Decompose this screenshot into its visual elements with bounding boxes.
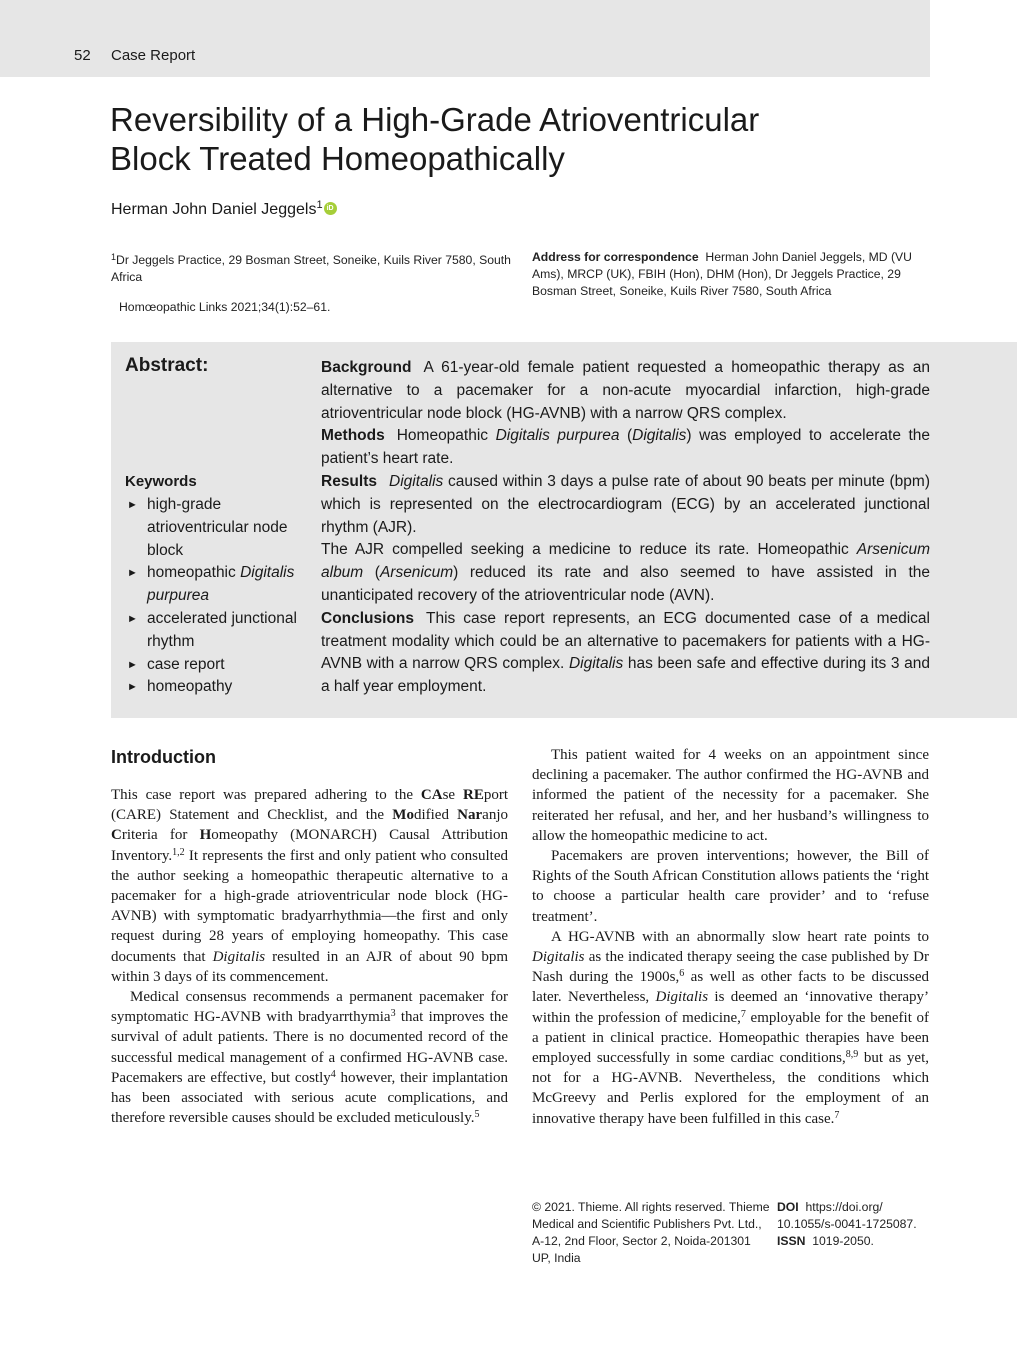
right-column [532,745,929,1129]
right-paragraph-1: This patient waited for 4 weeks on an appointment since declining a pacemaker. The author confirmed the HG-AVNB and informed the patient of the necessity for a pacemaker. She reiterated her refusal, and her, and her husband’s willingness to allow the homeopathic medicine to act. [532,747,929,844]
body-text: This case report was prepared adhering to the [111,787,421,803]
body-text: as the indicated therapy seeing the case published by Dr Nash during the 1900s, [532,949,929,986]
acronym-bold: Nar [457,807,483,824]
methods-text: ( [619,427,633,445]
methods-text: Homeopathic [396,427,496,445]
body-text: omeopathy (MONARCH) Causal Attribution Inventory. [111,827,508,864]
body-italic: Digitalis [655,989,709,1006]
right-paragraph-3 [532,927,929,1129]
body-text: se [442,787,463,803]
affiliation-sup: 1 [111,252,117,262]
body-text: It represents the first and only patient who consulted the author seeking a homeopathic therapeutic alternative to a pacemaker for a high-grade atrioventricular node block (HG-AVNB) with symptomatic bradyarrhythmia—the first and only request during 28 years of employing homeopathy. This case documents that [111,847,508,965]
body-text: is deemed an ‘innovative therapy’ within the profession of medicine, [532,989,929,1026]
correspondence-label: Address for correspondence [532,250,699,264]
abstract-results-2 [321,539,930,607]
methods-italic: Digitalis purpurea [495,427,620,445]
conclusions-italic: Digitalis [568,655,624,673]
section-label: Case Report [111,47,196,64]
doi-link[interactable]: https://doi.org/ 10.1055/s-0041-1725087. [777,1200,917,1231]
citation-sup[interactable]: 7 [834,1109,840,1121]
intro-paragraph-2 [111,987,508,1128]
doi-label: DOI [777,1200,799,1214]
arrow-icon: ► [127,612,138,625]
keyword-text: homeopathic [147,564,241,582]
conclusions-text: has been safe and effective during its 3 and a half year employment. [321,655,930,696]
body-text: A HG-AVNB with an abnormally slow heart rate points to [551,928,929,945]
body-text: port (CARE) Statement and Checklist, and the [111,787,508,824]
body-italic: Digitalis [212,948,266,965]
author-name: Herman John Daniel Jeggels [111,201,317,218]
results-text: The AJR compelled seeking a medicine to reduce its rate. Homeopathic [321,541,857,559]
citation-sup[interactable]: 1,2 [172,846,185,858]
journal-reference: Homœopathic Links 2021;34(1):52–61. [119,300,331,314]
body-text: Medical consensus recommends a permanent pacemaker for symptomatic HG-AVNB with bradyarrthymia [111,989,508,1026]
keyword-item [125,608,310,654]
arrow-icon: ► [127,658,138,671]
affiliation [111,249,511,286]
left-column [111,785,508,1128]
keyword-item [125,654,310,677]
keyword-item [125,562,310,608]
citation-sup[interactable]: 3 [390,1008,396,1020]
page-number: 52 [74,47,91,64]
header-band [0,0,930,77]
arrow-icon: ► [127,499,138,511]
results-text: ) reduced its rate and also seemed to have assisted in the unanticipated recovery of the atrioventricular node (AVN). [321,564,931,604]
keyword-italic: Digitalis purpurea [147,564,295,605]
copyright-notice: © 2021. Thieme. All rights reserved. Thieme Medical and Scientific Publishers Pvt. Ltd., A-12, 2nd Floor, Sector 2, Noida-201301 UP, India [532,1200,770,1265]
body-text: employable for the benefit of a patient in clinical practice. Homeopathic therapies have been employed successfully in some cardiac conditions, [532,1009,929,1067]
author-affiliation-sup: 1 [316,199,323,211]
keyword-text: case report [147,655,225,673]
background-label: Background [321,359,412,376]
results-label: Results [321,472,377,490]
body-italic: Digitalis [532,949,585,966]
affiliation-text: Dr Jeggels Practice, 29 Bosman Street, Soneike, Kuils River 7580, South Africa [111,253,511,284]
article-title [110,100,910,178]
results-italic: Digitalis [389,472,444,490]
keyword-item [125,494,310,562]
acronym-bold: RE [462,787,484,803]
doi-issn-block [777,1199,937,1250]
acronym-bold: Mo [392,807,414,824]
citation-sup[interactable]: 4 [330,1068,336,1080]
arrow-icon: ► [127,567,138,580]
keyword-item [125,676,310,699]
conclusions-text: This case report represents, an ECG documented case of a medical treatment modality which could be an alternative to pacemakers for patients with a HG-AVNB with a narrow QRS complex. [321,609,930,673]
intro-paragraph-1 [111,785,508,987]
keywords-heading: Keywords [125,473,197,490]
abstract-text [321,357,930,699]
results-italic: Arsenicum album [321,541,930,582]
conclusions-label: Conclusions [321,609,415,627]
correspondence [532,249,930,300]
citation-sup[interactable]: 6 [679,968,685,980]
keyword-text: homeopathy [147,678,233,696]
body-text: resulted in an AJR of about 90 bpm within 3 days of its commencement. [111,948,508,985]
background-text: A 61-year-old female patient requested a homeopathic therapy as an alternative to a pacemaker for a non-acute myocardial infarction, high-grade atrioventricular node block (HG-AVNB) with a narrow QRS complex. [321,359,930,422]
arrow-icon: ► [127,681,138,694]
results-text: ( [363,564,380,582]
body-text: that improves the survival of adult patients. There is no documented record of the successful medical management of a confirmed HG-AVNB case. Pacemakers are effective, but costly [111,1009,508,1086]
methods-italic: Digitalis [632,427,687,445]
keyword-text: high-grade atrioventricular node block [147,496,288,559]
body-text: however, their implantation has been associated with serious acute complications, and therefore reversible causes should be excluded meticulously. [111,1069,509,1127]
body-text: as well as other facts to be discussed later. Nevertheless, [532,969,929,1006]
body-text: anjo [482,807,508,824]
right-paragraph-2: Pacemakers are proven interventions; however, the Bill of Rights of the South African Constitution allows patients the ‘right to choose a particular health care provider’ and to ‘refuse treatment’. [532,848,929,925]
acronym-bold: H [199,827,212,844]
acronym-bold: CA [420,787,443,803]
body-text: riteria for [121,827,200,844]
keyword-list [125,494,310,699]
citation-sup[interactable]: 7 [740,1008,746,1020]
issn-label: ISSN [777,1234,806,1248]
orcid-icon[interactable]: iD [324,202,337,215]
abstract-heading: Abstract: [125,355,209,376]
abstract-results [321,471,930,539]
abstract-methods [321,425,930,471]
citation-sup[interactable]: 8,9 [845,1049,859,1061]
title-line-1: Reversibility of a High-Grade Atrioventricular [110,101,760,138]
keyword-text: accelerated junctional rhythm [147,609,297,650]
methods-text: ) was employed to accelerate the patient’s heart rate. [321,427,931,468]
title-line-2: Block Treated Homeopathically [110,140,565,177]
abstract-conclusions [321,608,930,699]
introduction-heading: Introduction [111,747,216,767]
results-italic: Arsenicum [379,564,454,582]
body-text: dified [413,807,458,824]
abstract-background [321,357,930,425]
correspondence-text: Herman John Daniel Jeggels, MD (VU Ams), MRCP (UK), FBIH (Hon), DHM (Hon), Dr Jeggels Practice, 29 Bosman Street, Soneike, Kuils River 7580, South Africa [532,250,912,298]
author-line [111,199,337,219]
body-text: but as yet, not for a HG-AVNB. Nevertheless, the conditions which McGreevy and Perlis explored for the employment of an innovative therapy have been fulfilled in this case. [532,1050,929,1127]
results-text: caused within 3 days a pulse rate of about 90 beats per minute (bpm) which is represented on the electrocardiogram (ECG) by an accelerated junctional rhythm (AJR). [321,472,930,536]
issn-value: 1019-2050. [812,1234,874,1248]
methods-label: Methods [321,427,385,445]
citation-sup[interactable]: 5 [474,1109,480,1121]
acronym-bold: C [111,827,122,844]
